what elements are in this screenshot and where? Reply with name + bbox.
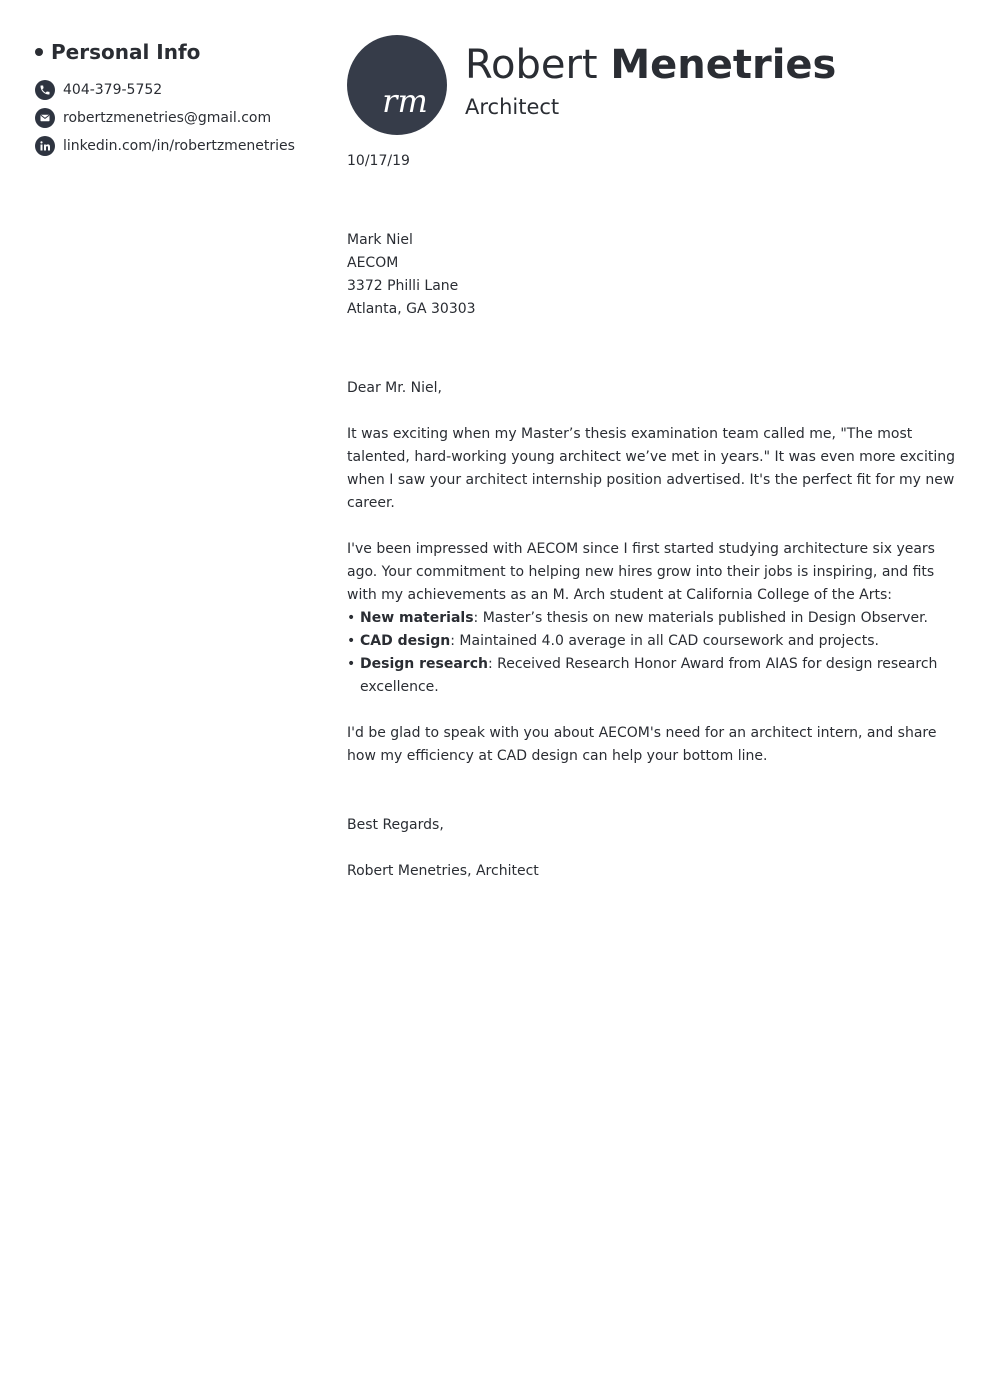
bullet-label: CAD design [360, 633, 451, 649]
closing-phrase: Best Regards, [347, 817, 444, 833]
salutation: Dear Mr. Niel, [347, 380, 442, 396]
bullet-text: : Maintained 4.0 average in all CAD coursework and projects. [450, 633, 879, 649]
email-address[interactable]: robertzmenetries@gmail.com [63, 110, 272, 126]
phone-number: 404-379-5752 [63, 82, 163, 98]
avatar [347, 35, 447, 135]
recipient-company: AECOM [347, 255, 399, 271]
contact-phone [35, 76, 325, 104]
list-item [347, 630, 962, 653]
bullet-label: New materials [360, 610, 474, 626]
bullet-text: : Received Research Honor Award from AIAS for design research excellence. [360, 656, 938, 695]
job-title: Architect [465, 95, 560, 119]
recipient-street: 3372 Philli Lane [347, 278, 459, 294]
bullet-label: Design research [360, 656, 488, 672]
name-block [465, 35, 836, 121]
bullet-text: : Master’s thesis on new materials published in Design Observer. [473, 610, 928, 626]
contact-email [35, 104, 325, 132]
phone-icon [35, 80, 55, 100]
recipient-address [347, 229, 962, 321]
linkedin-icon [35, 136, 55, 156]
achievement-list [347, 607, 962, 699]
personal-info-heading [35, 38, 325, 66]
avatar-initials: rm [382, 82, 428, 120]
first-name: Robert [465, 42, 598, 88]
list-item [347, 607, 962, 630]
personal-info-title: Personal Info [51, 40, 201, 64]
paragraph-achievements: I've been impressed with AECOM since I first started studying architecture six years ago. Your commitment to helping new hires grow into their jobs is inspiring, and fits with my achievements as an M. Arch student at California College of the Arts: [347, 541, 935, 603]
list-item [347, 653, 962, 699]
email-icon [35, 108, 55, 128]
sidebar [35, 38, 325, 160]
letter-header [347, 35, 836, 135]
paragraph-closing: I'd be glad to speak with you about AECOM's need for an architect intern, and share how my efficiency at CAD design can help your bottom line. [347, 725, 937, 764]
contact-linkedin [35, 132, 325, 160]
recipient-city: Atlanta, GA 30303 [347, 301, 476, 317]
last-name: Menetries [610, 42, 837, 88]
paragraph-intro: It was exciting when my Master’s thesis examination team called me, "The most talented, hard-working young architect we’ve met in years." It was even more exciting when I saw your architect internship position advertised. It's the perfect fit for my new career. [347, 426, 956, 511]
signature: Robert Menetries, Architect [347, 863, 539, 879]
letter-date: 10/17/19 [347, 153, 410, 169]
recipient-name: Mark Niel [347, 232, 413, 248]
bullet-dot-icon [35, 48, 43, 56]
full-name [465, 41, 836, 89]
letter-body [347, 150, 962, 883]
linkedin-url[interactable]: linkedin.com/in/robertzmenetries [63, 138, 295, 154]
